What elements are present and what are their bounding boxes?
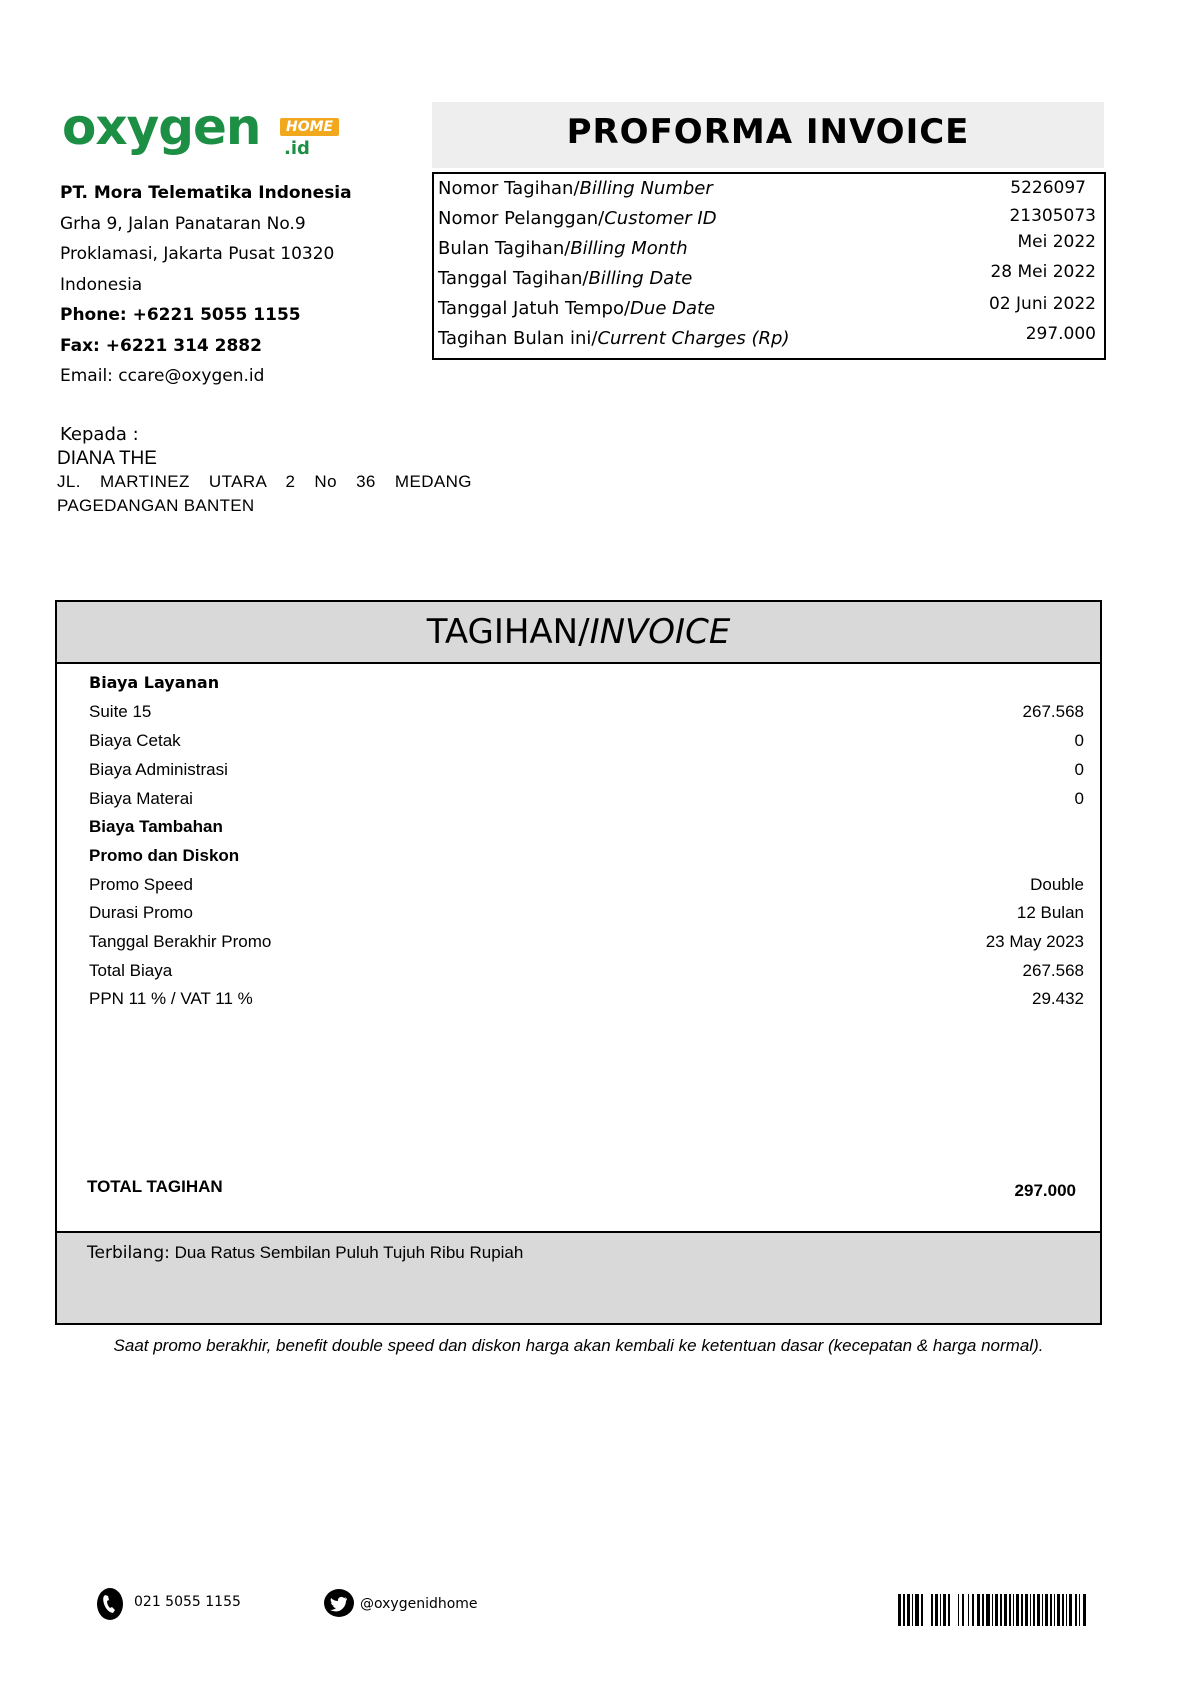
company-address-line1: Grha 9, Jalan Panataran No.9	[60, 213, 306, 234]
billing-date-value: 28 Mei 2022	[990, 262, 1096, 282]
total-row	[87, 1177, 1076, 1207]
total-value: 297.000	[1014, 1181, 1076, 1200]
due-date-label: Tanggal Jatuh Tempo/Due Date	[438, 298, 716, 319]
line-item: PPN 11 % / VAT 11 % 29.432	[89, 989, 1084, 1008]
line-item: Durasi Promo 12 Bulan	[89, 903, 1084, 922]
footer-twitter: @oxygenidhome	[360, 1596, 478, 1612]
line-item: Tanggal Berakhir Promo 23 May 2023	[89, 932, 1084, 951]
billing-number-value: 5226097	[1010, 178, 1086, 198]
section-additional-charges: Biaya Tambahan	[89, 817, 223, 836]
recipient-address-line1: JL. MARTINEZ UTARA 2 No 36 MEDANG	[57, 472, 472, 491]
logo-wordmark: oxygen	[62, 98, 261, 156]
company-name: PT. Mora Telematika Indonesia	[60, 183, 352, 203]
company-email: Email: ccare@oxygen.id	[60, 366, 265, 386]
line-item: Suite 15 267.568	[89, 702, 1084, 721]
amount-in-words	[57, 1231, 1100, 1323]
current-charges-value: 297.000	[1025, 324, 1096, 344]
footer-phone: 021 5055 1155	[134, 1594, 241, 1610]
line-item: Biaya Materai 0	[89, 789, 1084, 808]
billing-details	[432, 172, 1106, 360]
invoice-title: TAGIHAN/INVOICE	[57, 602, 1100, 664]
line-item: Biaya Administrasi 0	[89, 760, 1084, 779]
line-item: Promo Speed Double	[89, 875, 1084, 894]
company-logo	[62, 98, 352, 174]
amount-in-words-label: Terbilang:	[87, 1243, 170, 1263]
current-charges-label: Tagihan Bulan ini/Current Charges (Rp)	[438, 328, 790, 349]
billing-month-label: Bulan Tagihan/Billing Month	[438, 238, 688, 259]
recipient-label: Kepada :	[60, 424, 139, 445]
total-label: TOTAL TAGIHAN	[87, 1177, 223, 1196]
recipient-name: DIANA THE	[57, 448, 157, 469]
company-fax: Fax: +6221 314 2882	[60, 335, 262, 356]
billing-month-value: Mei 2022	[1017, 232, 1096, 252]
phone-icon	[96, 1587, 124, 1621]
barcode	[898, 1594, 1088, 1626]
section-promo-discount: Promo dan Diskon	[89, 846, 240, 865]
recipient-address-line2: PAGEDANGAN BANTEN	[57, 496, 255, 515]
company-phone: Phone: +6221 5055 1155	[60, 305, 301, 325]
billing-number-row	[438, 178, 1096, 208]
logo-home-badge: HOME	[280, 118, 339, 136]
due-date-row	[438, 294, 1096, 328]
company-country: Indonesia	[60, 274, 143, 295]
customer-id-label: Nomor Pelanggan/Customer ID	[438, 208, 717, 229]
section-service-charges: Biaya Layanan	[89, 673, 220, 692]
line-item: Biaya Cetak 0	[89, 731, 1084, 750]
customer-id-row	[438, 208, 1096, 238]
line-item: Total Biaya 267.568	[89, 961, 1084, 980]
company-info	[60, 178, 352, 392]
customer-id-value: 21305073	[1009, 206, 1096, 226]
page-title: PROFORMA INVOICE	[432, 102, 1104, 168]
due-date-value: 02 Juni 2022	[989, 294, 1096, 314]
invoice-table	[55, 600, 1102, 1325]
logo-domain: .id	[284, 138, 310, 159]
current-charges-row	[438, 324, 1096, 358]
promo-note: Saat promo berakhir, benefit double speed dan diskon harga akan kembali ke ketentuan dasar (kecepatan & harga normal).	[113, 1336, 1044, 1355]
twitter-icon	[323, 1588, 355, 1618]
company-address-line2: Proklamasi, Jakarta Pusat 10320	[60, 244, 335, 264]
billing-date-label: Tanggal Tagihan/Billing Date	[438, 268, 693, 289]
billing-number-label: Nomor Tagihan/Billing Number	[438, 178, 713, 199]
amount-in-words-value: Dua Ratus Sembilan Puluh Tujuh Ribu Rupiah	[169, 1243, 524, 1262]
